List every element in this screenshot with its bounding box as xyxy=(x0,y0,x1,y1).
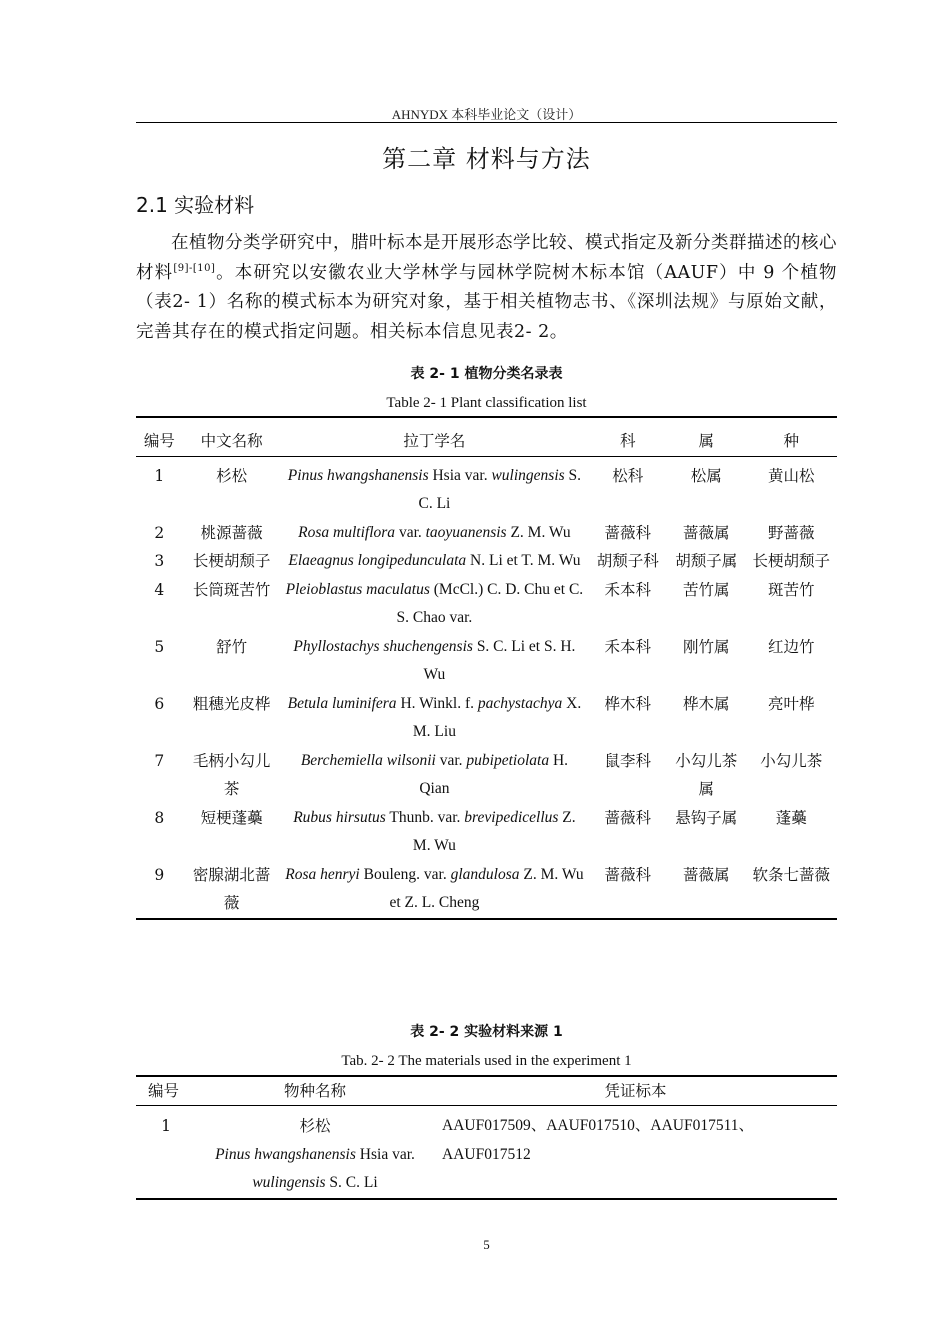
cell-genus: 松属 xyxy=(690,466,722,485)
cell-cn-name: 短梗蓬蘽 xyxy=(200,808,263,827)
cell-cn-name: 长筒斑苦竹 xyxy=(192,580,271,599)
cell-genus: 蔷薇属 xyxy=(683,523,730,542)
cell-latin-name: Pinus hwangshanensis Hsia var. wulingensis S. C. Li xyxy=(287,466,582,512)
cell-latin-name: Pleioblastus maculatus (McCl.) C. D. Chu et C. S. Chao var. xyxy=(285,580,584,626)
table-row xyxy=(136,633,837,690)
running-header: AHNYDX 本科毕业论文（设计） xyxy=(391,107,582,122)
cell-species: 亮叶桦 xyxy=(768,694,815,713)
table-row xyxy=(136,576,837,633)
cell-latin-name: Betula luminifera H. Winkl. f. pachystachya X. M. Liu xyxy=(287,694,582,740)
cell-cn-name: 舒竹 xyxy=(216,637,248,656)
cell-species-name xyxy=(196,1106,434,1199)
cell-family: 鼠李科 xyxy=(604,751,651,770)
cell-no: 3 xyxy=(154,552,165,570)
cell-cn-name: 密腺湖北蔷薇 xyxy=(192,865,271,912)
paragraph-text-2: 。本研究以安徽农业大学林学与园林学院树木标本馆（AAUF）中 9 个植物（表2- 1）名称的模式标本为研究对象，基于相关植物志书、《深圳法规》与原始文献，完善其存在的模式指定问题。相关标本信息见表2- 2。 xyxy=(136,262,837,342)
citation-ref[interactable]: [9]-[10] xyxy=(173,262,216,274)
col-header-no: 编号 xyxy=(143,432,175,450)
cell-latin-name: Rubus hirsutus Thunb. var. brevipedicellus Z. M. Wu xyxy=(293,808,576,854)
table-row xyxy=(136,519,837,548)
cell-latin-name: Rosa multiflora var. taoyuanensis Z. M. Wu xyxy=(298,523,571,541)
col-header-no: 编号 xyxy=(148,1082,180,1100)
table2-caption-en: Tab. 2- 2 The materials used in the experiment 1 xyxy=(341,1053,632,1069)
cell-family: 蔷薇科 xyxy=(604,865,651,884)
table-row xyxy=(136,690,837,747)
cell-no: 5 xyxy=(154,637,165,656)
cell-cn-name: 粗穗光皮桦 xyxy=(192,694,271,713)
cell-species: 红边竹 xyxy=(768,637,815,656)
cell-no: 1 xyxy=(161,1117,171,1135)
cell-latin-name: Rosa henryi Bouleng. var. glandulosa Z. M. Wu et Z. L. Cheng xyxy=(285,865,584,911)
cell-no: 4 xyxy=(154,580,165,599)
species-latin-name: Pinus hwangshanensis Hsia var. wulingensis S. C. Li xyxy=(215,1145,415,1191)
section-heading: 2.1 实验材料 xyxy=(136,193,255,217)
table1-caption-en: Table 2- 1 Plant classification list xyxy=(386,395,587,411)
table-row xyxy=(136,547,837,576)
cell-no: 6 xyxy=(154,694,165,713)
col-header-voucher: 凭证标本 xyxy=(604,1082,667,1100)
table-row xyxy=(136,456,837,519)
cell-latin-name: Berchemiella wilsonii var. pubipetiolata H. Qian xyxy=(300,751,569,797)
cell-species: 软条七蔷薇 xyxy=(752,865,831,884)
cell-genus: 桦木属 xyxy=(683,694,730,713)
table-row xyxy=(136,861,837,919)
cell-latin-name: Phyllostachys shuchengensis S. C. Li et S. H. Wu xyxy=(293,637,576,683)
materials-source-table xyxy=(136,1075,837,1200)
cell-no: 9 xyxy=(154,865,165,884)
species-cn-name: 杉松 xyxy=(299,1117,331,1135)
cell-genus: 刚竹属 xyxy=(683,637,730,656)
body-paragraph xyxy=(136,229,837,347)
table-row xyxy=(136,747,837,804)
cell-no: 8 xyxy=(154,808,165,827)
cell-genus: 悬钩子属 xyxy=(675,808,738,827)
cell-family: 禾本科 xyxy=(604,637,651,656)
cell-family: 胡颓子科 xyxy=(596,552,659,570)
cell-species: 长梗胡颓子 xyxy=(752,552,831,570)
cell-cn-name: 长梗胡颓子 xyxy=(192,552,271,570)
cell-genus: 胡颓子属 xyxy=(675,552,738,570)
cell-family: 松科 xyxy=(612,466,644,485)
col-header-cn-name: 中文名称 xyxy=(200,432,263,450)
cell-cn-name: 毛柄小勾儿茶 xyxy=(192,751,271,798)
cell-no: 2 xyxy=(154,523,165,542)
cell-latin-name: Elaeagnus longipedunculata N. Li et T. M. Wu xyxy=(288,552,581,569)
cell-species: 小勾儿茶 xyxy=(760,751,823,770)
col-header-species: 种 xyxy=(783,432,800,450)
cell-no: 7 xyxy=(154,751,165,770)
cell-cn-name: 桃源蔷薇 xyxy=(200,523,263,542)
table2-caption-cn: 表 2- 2 实验材料来源 1 xyxy=(410,1024,563,1040)
cell-species: 蓬蘽 xyxy=(775,808,807,827)
col-header-latin: 拉丁学名 xyxy=(403,432,466,450)
cell-voucher: AAUF017509、AAUF017510、AAUF017511、AAUF017512 xyxy=(442,1117,755,1163)
cell-no: 1 xyxy=(154,466,165,485)
paragraph-text-1: 在植物分类学研究中，腊叶标本是开展形态学比较、模式指定及新分类群描述的核心材料 xyxy=(136,233,837,283)
cell-species: 黄山松 xyxy=(768,466,815,485)
table-header-row xyxy=(136,417,837,456)
cell-genus: 小勾儿茶属 xyxy=(675,751,738,798)
table-row xyxy=(136,1106,837,1199)
cell-family: 蔷薇科 xyxy=(604,808,651,827)
col-header-species-name: 物种名称 xyxy=(283,1082,346,1100)
cell-cn-name: 杉松 xyxy=(216,466,248,485)
table-header-row xyxy=(136,1076,837,1106)
cell-family: 桦木科 xyxy=(604,694,651,713)
cell-family: 禾本科 xyxy=(604,580,651,599)
page-number: 5 xyxy=(483,1237,490,1252)
cell-family: 蔷薇科 xyxy=(604,523,651,542)
table1-caption-cn: 表 2- 1 植物分类名录表 xyxy=(410,366,563,382)
col-header-family: 科 xyxy=(619,432,636,450)
table-row xyxy=(136,804,837,861)
chapter-title: 第二章 材料与方法 xyxy=(382,145,591,173)
cell-genus: 苦竹属 xyxy=(683,580,730,599)
header-rule xyxy=(136,122,837,123)
plant-classification-table xyxy=(136,416,837,920)
col-header-genus: 属 xyxy=(698,432,715,450)
cell-species: 野蔷薇 xyxy=(768,523,815,542)
cell-species: 斑苦竹 xyxy=(768,580,815,599)
cell-genus: 蔷薇属 xyxy=(683,865,730,884)
